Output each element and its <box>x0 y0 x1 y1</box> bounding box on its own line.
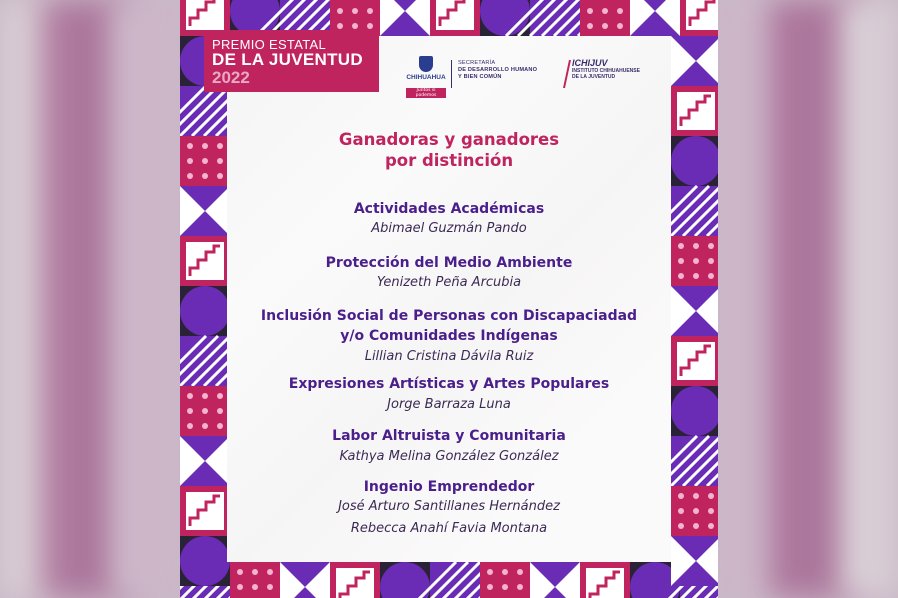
secretaria-line1: SECRETARÍA <box>458 60 496 66</box>
border-tile <box>280 562 330 598</box>
border-tile <box>180 186 230 236</box>
category-title: Ingenio Emprendedor <box>363 479 535 495</box>
border-tile <box>180 386 230 436</box>
border-tile <box>671 486 718 536</box>
award-poster <box>180 0 718 598</box>
border-tile <box>671 386 718 436</box>
winner-name: Lillian Cristina Dávila Ruiz <box>364 349 534 364</box>
page-title-line1: Ganadoras y ganadores <box>338 130 560 149</box>
border-tile <box>580 562 630 598</box>
ichijuv-line2: DE LA JUVENTUD <box>572 74 616 80</box>
winner-name: Rebecca Anahí Favia Montana <box>350 521 548 536</box>
border-tile <box>180 286 230 336</box>
border-tile <box>580 0 630 36</box>
border-tile <box>671 136 718 186</box>
border-tile <box>180 486 230 536</box>
ichijuv-logo <box>572 58 640 80</box>
chihuahua-logo-name: CHIHUAHUA <box>406 74 446 81</box>
page-title-line2: por distinción <box>384 151 514 170</box>
border-tile <box>680 0 718 36</box>
border-tile <box>630 0 680 36</box>
winner-name: Yenizeth Peña Arcubia <box>376 275 522 290</box>
border-tile <box>230 562 280 598</box>
border-tile <box>180 536 230 586</box>
border-tile <box>671 336 718 386</box>
award-badge <box>204 30 379 92</box>
secretaria-line2: DE DESARROLLO HUMANO <box>458 67 538 73</box>
border-tile <box>671 286 718 336</box>
ichijuv-acronym: ICHIJUV <box>572 58 608 68</box>
border-tile <box>180 136 230 186</box>
badge-line2: DE LA JUVENTUD <box>212 50 363 69</box>
badge-line1: PREMIO ESTATAL <box>212 37 326 52</box>
border-tile <box>480 562 530 598</box>
border-tile <box>530 562 580 598</box>
border-tile <box>180 236 230 286</box>
secretaria-line3: Y BIEN COMÚN <box>458 74 502 80</box>
border-tile <box>430 0 480 36</box>
shield-icon <box>419 56 433 72</box>
secretaria-logo <box>458 60 537 81</box>
border-tile <box>671 36 718 86</box>
winner-name: Abimael Guzmán Pando <box>371 221 527 236</box>
category-title: Inclusión Social de Personas con Discapaciadad <box>260 308 638 324</box>
border-tile <box>671 86 718 136</box>
winner-name: José Arturo Santillanes Hernández <box>338 499 560 514</box>
border-tile <box>330 562 380 598</box>
winner-name: Jorge Barraza Luna <box>387 397 511 412</box>
border-tile <box>671 536 718 586</box>
border-tile <box>180 436 230 486</box>
border-tile <box>380 562 430 598</box>
category-title: Expresiones Artísticas y Artes Populares <box>288 376 610 392</box>
category-title: Labor Altruista y Comunitaria <box>332 428 566 444</box>
ichijuv-line1: INSTITUTO CHIHUAHUENSE <box>572 68 640 74</box>
category-title: Actividades Académicas <box>353 201 545 217</box>
chihuahua-logo-tagline: Juntos sí podemos <box>406 88 446 98</box>
page-title <box>227 129 671 171</box>
category-title-continued: y/o Comunidades Indígenas <box>340 328 558 344</box>
category-title: Protección del Medio Ambiente <box>325 255 573 271</box>
chihuahua-logo <box>406 56 446 98</box>
winner-name: Kathya Melina González González <box>339 449 559 464</box>
logo-divider <box>451 60 452 88</box>
badge-year: 2022 <box>212 68 250 87</box>
border-tile <box>671 236 718 286</box>
border-tile <box>380 0 430 36</box>
